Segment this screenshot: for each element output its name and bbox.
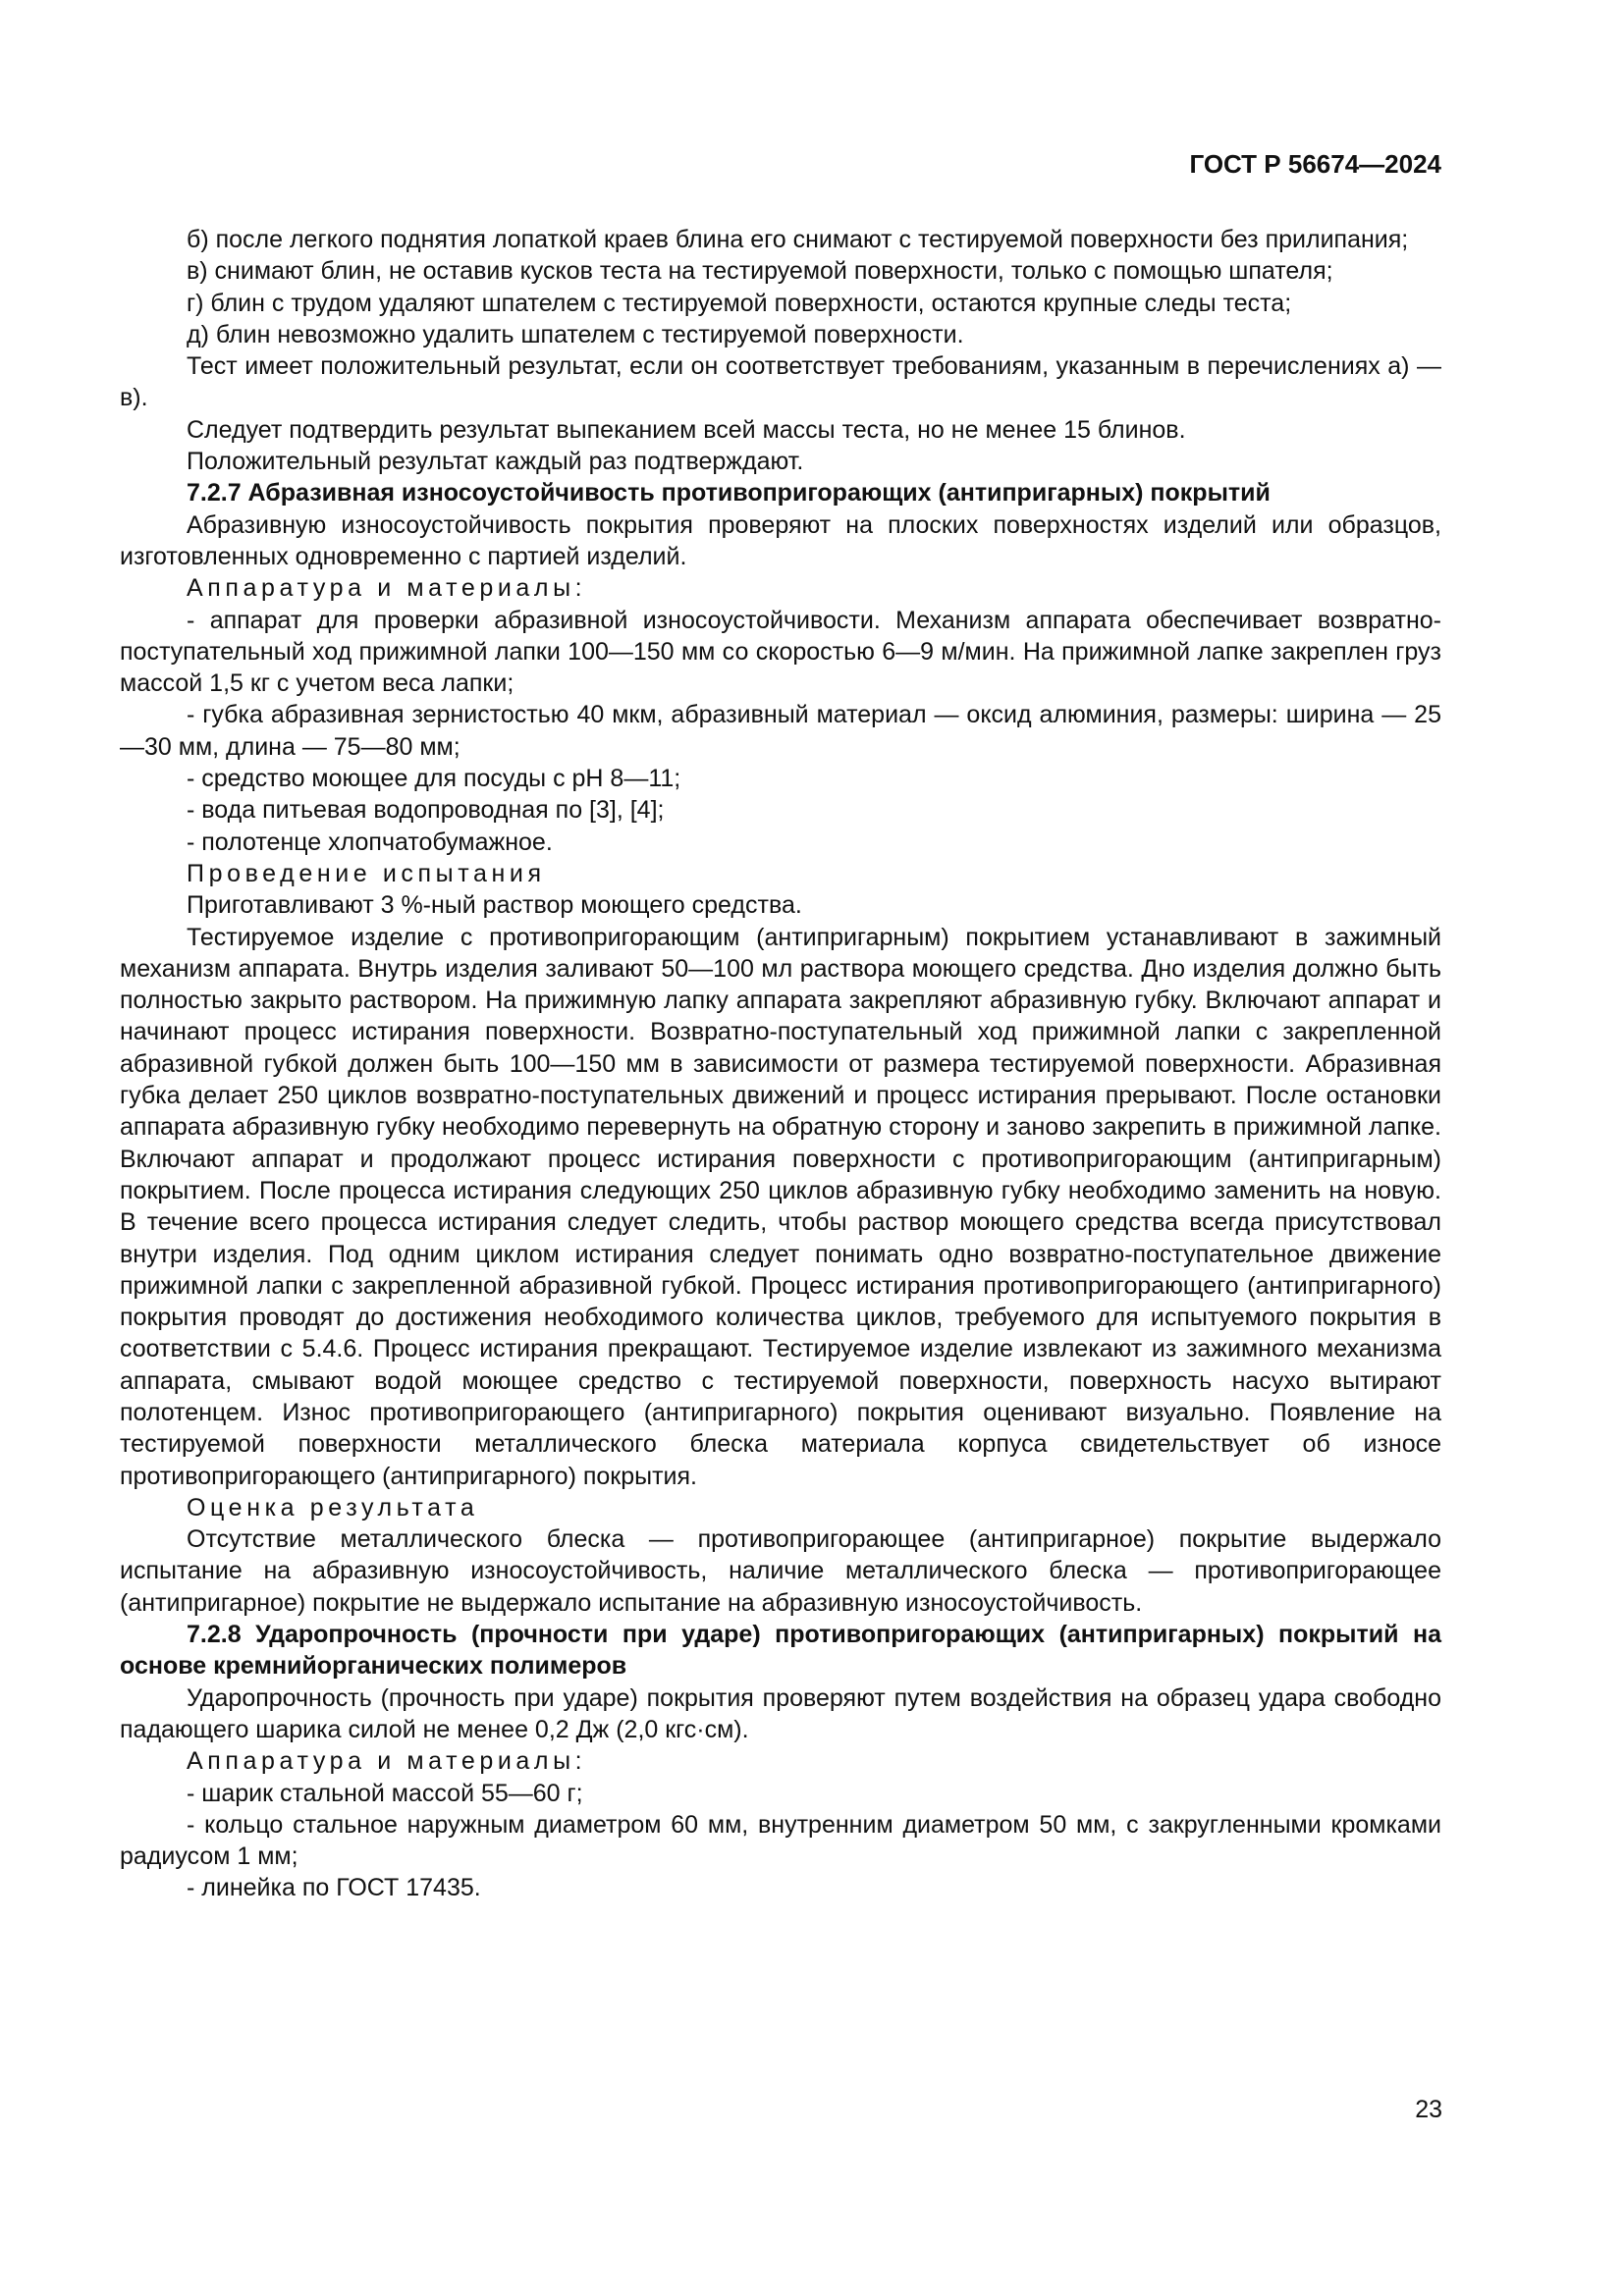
paragraph: Абразивную износоустойчивость покрытия проверяют на плоских поверхностях изделий или образцов, изготовленных одновременно с партией изделий. <box>120 510 1441 570</box>
paragraph: Тест имеет положительный результат, если он соответствует требованиям, указанным в перечислениях а) — в). <box>120 352 1441 412</box>
paragraph: Ударопрочность (прочность при ударе) покрытия проверяют путем воздействия на образец удара свободно падающего шарика силой не менее 0,2 Дж (2,0 кгс·см). <box>120 1683 1441 1743</box>
paragraph: Приготавливают 3 %-ный раствор моющего средства. <box>187 891 802 920</box>
page-body <box>120 224 1441 1904</box>
subheading-equipment: Аппаратура и материалы: <box>187 1747 587 1776</box>
paragraph: Следует подтвердить результат выпеканием всей массы теста, но не менее 15 блинов. <box>187 415 1186 444</box>
subheading-equipment: Аппаратура и материалы: <box>187 574 587 603</box>
list-item: - полотенце хлопчатобумажное. <box>187 828 553 856</box>
section-heading-7-2-8: 7.2.8 Ударопрочность (прочности при ударе) противопригорающих (антипригарных) покрытий на основе кремнийорганических полимеров <box>120 1621 1441 1681</box>
list-item: - линейка по ГОСТ 17435. <box>187 1874 481 1902</box>
paragraph: Положительный результат каждый раз подтверждают. <box>187 448 804 476</box>
list-item: - аппарат для проверки абразивной износоустойчивости. Механизм аппарата обеспечивает возвратно-поступательный ход прижимной лапки 100—150 мм со скоростью 6—9 м/мин. На прижимной лапке закреплен груз массой 1,5 кг с учетом веса лапки; <box>120 606 1441 698</box>
list-item-v: в) снимают блин, не оставив кусков теста на тестируемой поверхности, только с помощью шпателя; <box>187 257 1333 286</box>
section-heading-7-2-7: 7.2.7 Абразивная износоустойчивость противопригорающих (антипригарных) покрытий <box>187 479 1271 507</box>
paragraph: Отсутствие металлического блеска — противопригорающее (антипригарное) покрытие выдержало испытание на абразивную износоустойчивость, наличие металлического блеска — противопригорающее (антипригарное) покрытие не выдержало испытание на абразивную износоустойчивость. <box>120 1525 1441 1617</box>
list-item: - вода питьевая водопроводная по [3], [4]; <box>187 796 665 825</box>
page-number: 23 <box>1415 2096 1442 2123</box>
list-item-b: б) после легкого поднятия лопаткой краев блина его снимают с тестируемой поверхности без прилипания; <box>187 226 1409 253</box>
list-item: - шарик стальной массой 55—60 г; <box>187 1779 583 1807</box>
list-item: - средство моющее для посуды с pH 8—11; <box>187 765 681 793</box>
list-item-d: д) блин невозможно удалить шпателем с тестируемой поверхности. <box>187 320 964 348</box>
list-item-g: г) блин с трудом удаляют шпателем с тестируемой поверхности, остаются крупные следы теста; <box>187 289 1292 317</box>
subheading-evaluation: Оценка результата <box>187 1493 479 1522</box>
document-code: ГОСТ Р 56674—2024 <box>1189 149 1441 179</box>
list-item: - губка абразивная зернистостью 40 мкм, абразивный материал — оксид алюминия, размеры: ширина — 25—30 мм, длина — 75—80 мм; <box>120 701 1441 761</box>
paragraph: Тестируемое изделие с противопригорающим (антипригарным) покрытием устанавливают в зажимный механизм аппарата. Внутрь изделия заливают 50—100 мл раствора моющего средства. Дно изделия должно быть полностью закрыто раствором. На прижимную лапку аппарата закрепляют абразивную губку. Включают аппарат и начинают процесс истирания поверхности. Возвратно-поступательный ход прижимной лапки с закрепленной абразивной губкой должен быть 100—150 мм в зависимости от размера тестируемой поверхности. Абразивная губка делает 250 циклов возвратно-поступательных движений и процесс истирания прерывают. После остановки аппарата абразивную губку необходимо перевернуть на обратную сторону и заново закрепить в прижимной лапке. Включают аппарат и продолжают процесс истирания поверхности с противопригорающим (антипригарным) покрытием. После процесса истирания следующих 250 циклов абразивную губку необходимо заменить на новую. В течение всего процесса истирания следует следить, чтобы раствор моющего средства всегда присутствовал внутри изделия. Под одним циклом истирания следует понимать одно возвратно-поступательное движение прижимной лапки с закрепленной абразивной губкой. Процесс истирания противопригорающего (антипригарного) покрытия проводят до достижения необходимого количества циклов, требуемого для испытуемого покрытия в соответствии с 5.4.6. Процесс истирания прекращают. Тестируемое изделие извлекают из зажимного механизма аппарата, смывают водой моющее средство с тестируемой поверхности, поверхность насухо вытирают полотенцем. Износ противопригорающего (антипригарного) покрытия оценивают визуально. Появление на тестируемой поверхности металлического блеска материала корпуса свидетельствует об износе противопригорающего (антипригарного) покрытия. <box>120 923 1441 1490</box>
subheading-procedure: Проведение испытания <box>187 859 546 887</box>
list-item: - кольцо стальное наружным диаметром 60 мм, внутренним диаметром 50 мм, с закругленными кромками радиусом 1 мм; <box>120 1810 1441 1871</box>
